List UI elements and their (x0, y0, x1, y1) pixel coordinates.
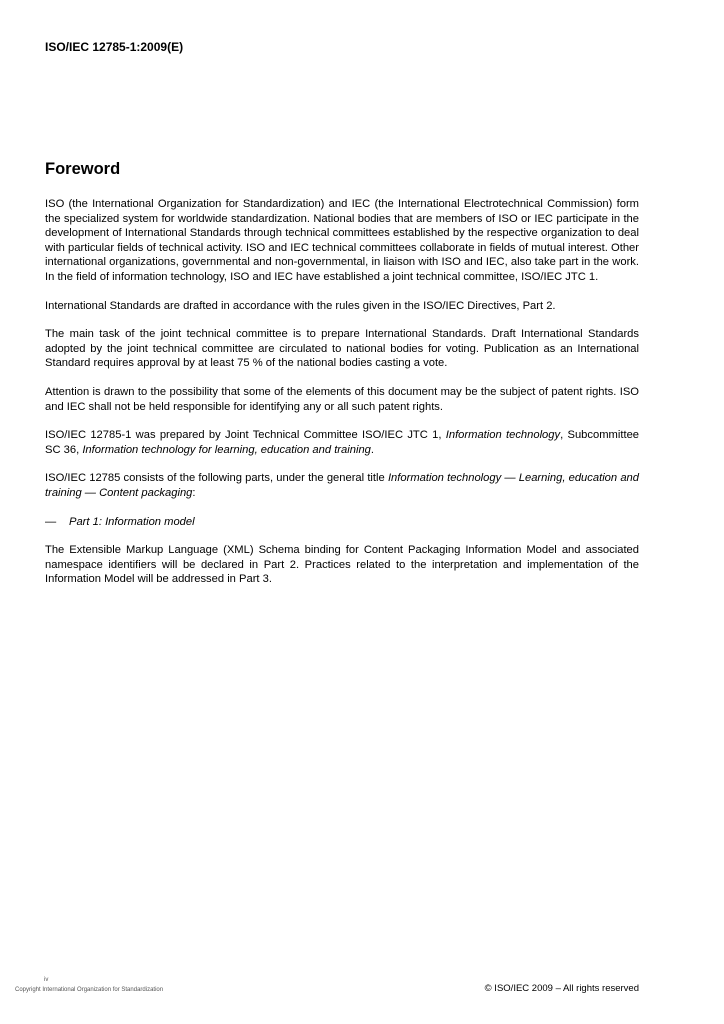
prepared-by-text-3: . (370, 443, 374, 456)
paragraph-organizations: ISO (the International Organization for Standardization) and IEC (the International Electrotechnical Commission) form the specialized system for worldwide standardization. National bodies that are members of ISO or IEC participate in the development of International Standards through technical committees established by the respective organization to deal with particular fields of technical activity. ISO and IEC technical committees collaborate in fields of mutual interest. Other international organizations, governmental and non-governmental, in liaison with ISO and IEC, also take part in the work. In the field of information technology, ISO and IEC have established a joint technical committee, ISO/IEC JTC 1. (45, 198, 639, 283)
prepared-by-text: ISO/IEC 12785-1 was prepared by Joint Technical Committee ISO/IEC JTC 1, (45, 429, 446, 442)
footer-copyright: © ISO/IEC 2009 – All rights reserved (484, 983, 639, 994)
paragraph-directives: International Standards are drafted in accordance with the rules given in the ISO/IEC Directives, Part 2. (45, 299, 556, 312)
list-item-part-1 (45, 515, 639, 530)
document-header-id: ISO/IEC 12785-1:2009(E) (45, 40, 184, 54)
foreword-body (45, 197, 639, 587)
paragraph-parts (45, 471, 639, 500)
parts-text-2: : (192, 486, 196, 499)
parts-italic-title: Information technology — Learning, education and training — Content packaging (45, 472, 639, 499)
footer-license-line: Copyright International Organization for Standardization (15, 987, 164, 993)
paragraph-xml-schema: The Extensible Markup Language (XML) Schema binding for Content Packaging Information Model and associated namespace identifiers will be declared in Part 2. Practices related to the interpretation and implementation of the Information Model will be addressed in Part 3. (45, 544, 639, 586)
list-dash: — (45, 515, 57, 528)
page-number: iv (44, 977, 49, 983)
prepared-by-text-2: , Subcommittee SC 36, (45, 429, 640, 456)
paragraph-prepared-by (45, 428, 639, 457)
prepared-by-italic-subcommittee: Information technology for learning, education and training (82, 443, 371, 456)
section-heading-foreword: Foreword (45, 160, 121, 178)
prepared-by-italic-committee: Information technology (445, 429, 561, 442)
paragraph-main-task: The main task of the joint technical committee is to prepare International Standards. Draft International Standards adopted by the joint technical committee are circulated to national bodies for voting. Publication as an International Standard requires approval by at least 75 % of the national bodies casting a vote. (45, 328, 639, 370)
list-item-text: Part 1: Information model (69, 515, 195, 528)
paragraph-patent-rights: Attention is drawn to the possibility that some of the elements of this document may be the subject of patent rights. ISO and IEC shall not be held responsible for identifying any or all such patent rights. (45, 385, 639, 413)
parts-text: ISO/IEC 12785 consists of the following parts, under the general title (45, 472, 388, 485)
